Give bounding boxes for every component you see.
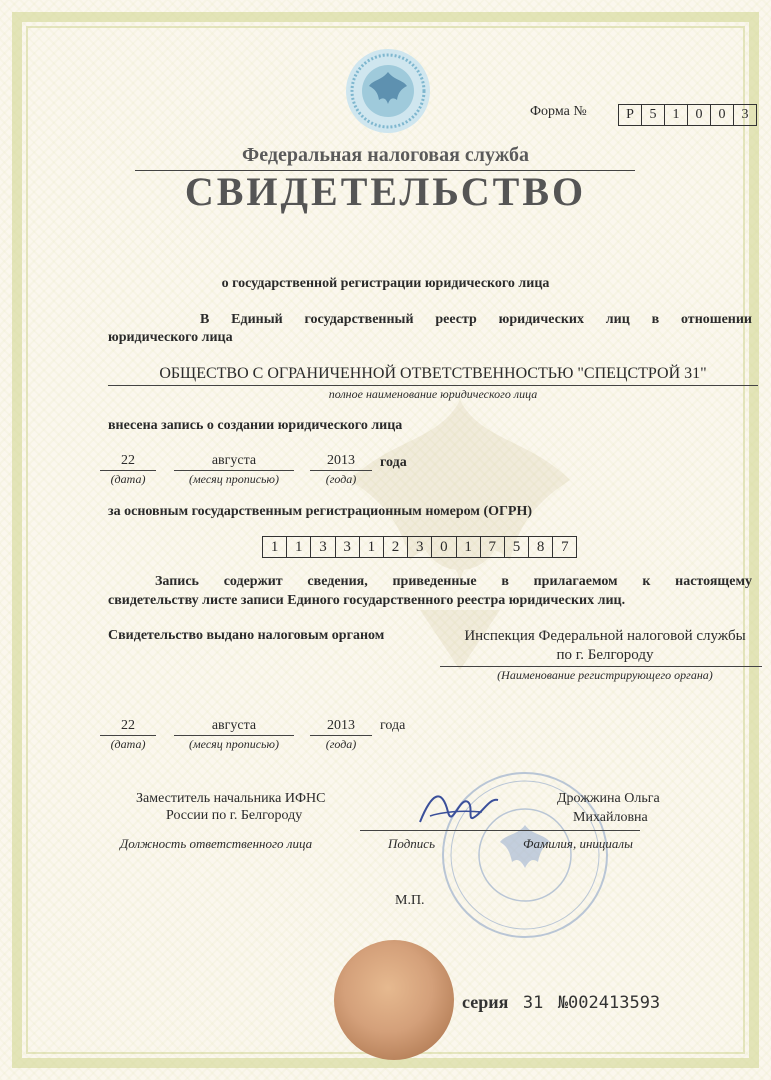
record-day: 22	[121, 453, 135, 468]
holographic-emblem-icon	[345, 48, 431, 134]
serial-label: серия	[462, 992, 509, 1012]
issue-month: августа	[211, 718, 257, 733]
document-subtitle: о государственной регистрации юридического лица	[221, 276, 550, 291]
forma-label: Форма №	[530, 104, 587, 119]
stamp-place-label: М.П.	[395, 893, 425, 908]
record-year-line	[310, 470, 372, 471]
record-month: августа	[211, 453, 257, 468]
note-line-2: свидетельству листе записи Единого государственного реестра юридических лиц.	[108, 593, 626, 608]
entity-full-name: ОБЩЕСТВО С ОГРАНИЧЕННОЙ ОТВЕТСТВЕННОСТЬЮ "СПЕЦСТРОЙ 31"	[159, 365, 707, 382]
record-month-line	[174, 470, 294, 471]
record-day-line	[100, 470, 156, 471]
signature-caption: Подпись	[388, 836, 435, 851]
ogrn-digit: 1	[287, 537, 311, 557]
forma-code-cell: Р	[619, 105, 642, 125]
record-year-caption: (года)	[325, 472, 357, 486]
ogrn-label: за основным государственным регистрационным номером (ОГРН)	[108, 504, 533, 519]
name-caption: Фамилия, инициалы	[523, 836, 633, 851]
document-title: СВИДЕТЕЛЬСТВО	[184, 169, 587, 214]
issuer-label: Свидетельство выдано налоговым органом	[108, 628, 385, 643]
signatory-name-line-2: Михайловна	[573, 810, 648, 825]
signature-underline	[360, 830, 640, 831]
service-name: Федеральная налоговая служба	[242, 144, 529, 166]
ogrn-digit: 1	[360, 537, 384, 557]
forma-code-cell: 5	[642, 105, 665, 125]
ogrn-digit: 3	[336, 537, 360, 557]
ogrn-digit: 7	[481, 537, 505, 557]
issue-month-line	[174, 735, 294, 736]
ogrn-digit: 3	[408, 537, 432, 557]
serial-number: №002413593	[557, 993, 661, 1013]
ogrn-digit: 3	[311, 537, 335, 557]
entity-name-underline	[108, 385, 758, 386]
ogrn-digit: 5	[505, 537, 529, 557]
issuer-name-underline	[440, 666, 762, 667]
record-text: внесена запись о создании юридического лица	[108, 418, 403, 433]
serial-block	[462, 992, 660, 1013]
ogrn-digit: 1	[263, 537, 287, 557]
forma-code-cell: 0	[711, 105, 734, 125]
issue-year-caption: (года)	[325, 737, 357, 751]
issue-day: 22	[121, 718, 135, 733]
ogrn-digit: 2	[384, 537, 408, 557]
record-year: 2013	[327, 453, 355, 468]
intro-line-2: юридического лица	[108, 330, 233, 345]
intro-line-1: В Единый государственный реестр юридических лиц в отношении	[200, 312, 752, 327]
issuer-caption: (Наименование регистрирующего органа)	[497, 668, 713, 682]
issue-year-suffix: года	[380, 718, 406, 733]
issue-day-caption: (дата)	[110, 737, 146, 751]
forma-code-cell: 0	[688, 105, 711, 125]
signatory-name-line-1: Дрожжина Ольга	[557, 791, 660, 806]
serial-series: 31	[522, 993, 544, 1013]
ogrn-cells	[262, 536, 577, 558]
issue-month-caption: (месяц прописью)	[189, 737, 279, 751]
note-line-1: Запись содержит сведения, приведенные в прилагаемом к настоящему	[155, 574, 752, 589]
forma-code-cells	[618, 104, 757, 126]
issuer-name-line-2: по г. Белгороду	[556, 647, 654, 663]
issue-day-line	[100, 735, 156, 736]
ogrn-digit: 8	[529, 537, 553, 557]
gold-emblem-seal-icon	[334, 940, 454, 1060]
entity-name-caption: полное наименование юридического лица	[328, 387, 538, 401]
forma-code-cell: 1	[665, 105, 688, 125]
issuer-name-line-1: Инспекция Федеральной налоговой службы	[464, 628, 746, 644]
ogrn-digit: 7	[561, 539, 569, 555]
signatory-position-line-2: России по г. Белгороду	[166, 808, 303, 823]
record-day-caption: (дата)	[110, 472, 146, 486]
ogrn-digit: 0	[432, 537, 456, 557]
record-month-caption: (месяц прописью)	[189, 472, 279, 486]
record-year-suffix: года	[380, 455, 407, 470]
issue-year-line	[310, 735, 372, 736]
ogrn-digit: 1	[457, 537, 481, 557]
forma-code-cell: 3	[741, 107, 749, 122]
issue-year: 2013	[327, 718, 355, 733]
position-caption: Должность ответственного лица	[120, 836, 313, 851]
signatory-position-line-1: Заместитель начальника ИФНС	[136, 791, 326, 806]
